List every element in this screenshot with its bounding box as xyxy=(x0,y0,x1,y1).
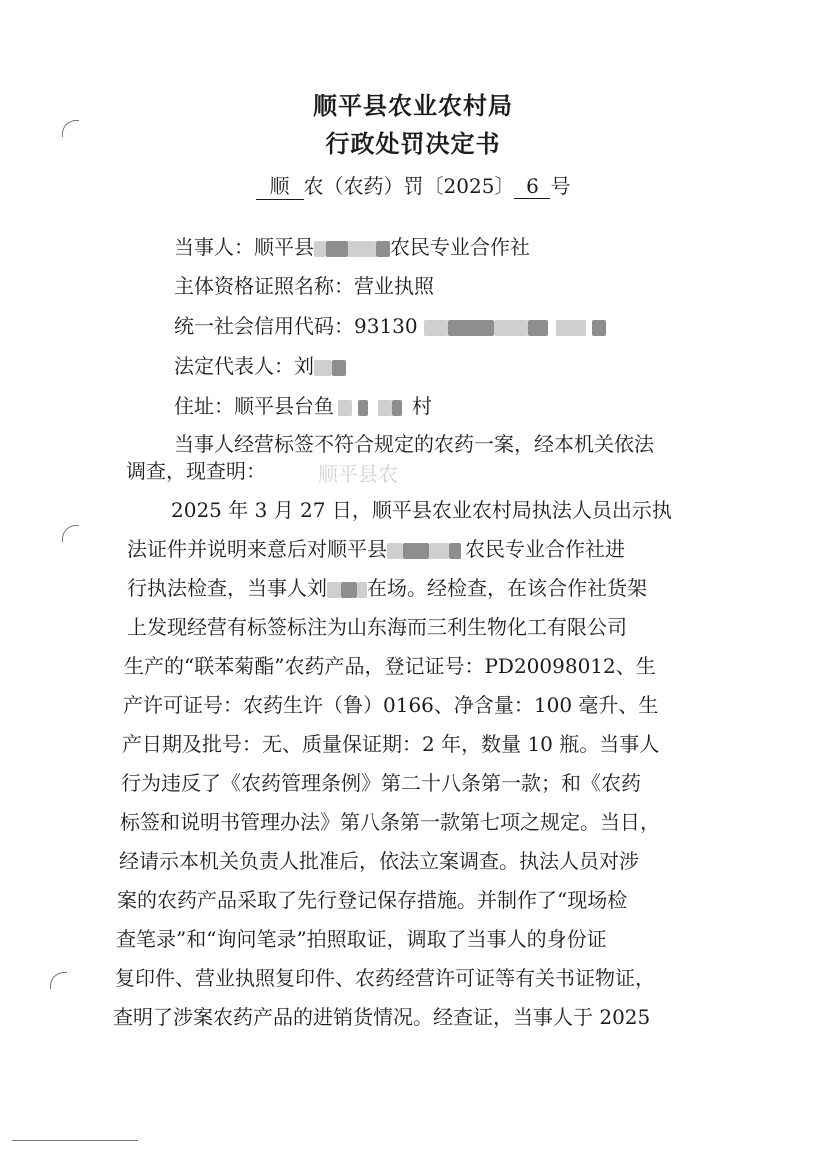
addr-label: 住址： xyxy=(174,394,234,418)
issuing-authority: 顺平县农业农村局 xyxy=(313,91,513,120)
docno-num: 6 xyxy=(514,174,550,199)
document-number xyxy=(0,170,826,200)
body-line: 当事人经营标签不符合规定的农药一案，经本机关依法 xyxy=(174,432,654,456)
body-line xyxy=(127,578,647,598)
body-line: 产日期及批号：无、质量保证期：2 年，数量 10 瓶。当事人 xyxy=(122,732,660,756)
rep-label: 法定代表人： xyxy=(174,354,294,378)
binding-hole xyxy=(50,972,67,989)
body-line xyxy=(127,539,625,559)
body-line: 案的农药产品采取了先行登记保存措施。并制作了“现场检 xyxy=(117,888,628,912)
body-text: 行执法检查，当事人刘 xyxy=(127,576,327,600)
body-line: 2025 年 3 月 27 日，顺平县农业农村局执法人员出示执 xyxy=(171,498,672,522)
body-line: 查明了涉案农药产品的进销货情况。经查证，当事人于 2025 xyxy=(113,1005,651,1029)
address-line xyxy=(174,396,432,416)
cert-value: 营业执照 xyxy=(354,274,434,298)
binding-hole xyxy=(62,525,79,542)
page-edge-line xyxy=(12,1140,138,1141)
party-label: 当事人： xyxy=(174,235,254,259)
docno-mid: 农（农药）罚〔2025〕 xyxy=(303,174,515,198)
code-label: 统一社会信用代码： xyxy=(174,314,354,338)
body-line: 行为违反了《农药管理条例》第二十八条第一款；和《农药 xyxy=(121,771,641,795)
body-text: 法证件并说明来意后对顺平县 xyxy=(127,537,387,561)
body-line: 标签和说明书管理办法》第八条第一款第七项之规定。当日， xyxy=(120,810,660,834)
code-value: 93130 xyxy=(354,314,418,338)
body-text: 农民专业合作社进 xyxy=(465,537,625,561)
body-line: 产许可证号：农药生许（鲁）0166、净含量：100 毫升、生 xyxy=(123,693,659,717)
bleed-through-mark: 顺平县农 xyxy=(318,462,398,486)
rep-value: 刘 xyxy=(294,354,314,378)
body-line: 生产的“联苯菊酯”农药产品，登记证号：PD20098012、生 xyxy=(124,654,656,678)
docno-suffix: 号 xyxy=(550,174,571,198)
addr-start: 顺平县台鱼 xyxy=(234,394,334,418)
document-title: 行政处罚决定书 xyxy=(325,129,501,158)
body-text: 在场。经检查，在该合作社货架 xyxy=(367,576,647,600)
addr-end: 村 xyxy=(412,394,432,418)
docno-abbr: 顺 xyxy=(256,170,304,200)
body-line: 上发现经营有标签标注为山东海而三利生物化工有限公司 xyxy=(127,615,627,639)
rep-line xyxy=(174,356,346,376)
cert-label: 主体资格证照名称： xyxy=(174,274,354,298)
body-line: 调查，现查明： xyxy=(126,459,266,483)
body-line: 复印件、营业执照复印件、农药经营许可证等有关书证物证， xyxy=(115,966,655,990)
cert-line xyxy=(174,276,434,296)
body-line: 查笔录”和“询问笔录”拍照取证，调取了当事人的身份证 xyxy=(116,927,607,951)
party-name-end: 农民专业合作社 xyxy=(390,235,530,259)
body-line: 经请示本机关负责人批准后，依法立案调查。执法人员对涉 xyxy=(119,849,639,873)
party-line xyxy=(174,237,530,257)
credit-code-line xyxy=(174,316,606,336)
party-name-start: 顺平县 xyxy=(254,235,314,259)
